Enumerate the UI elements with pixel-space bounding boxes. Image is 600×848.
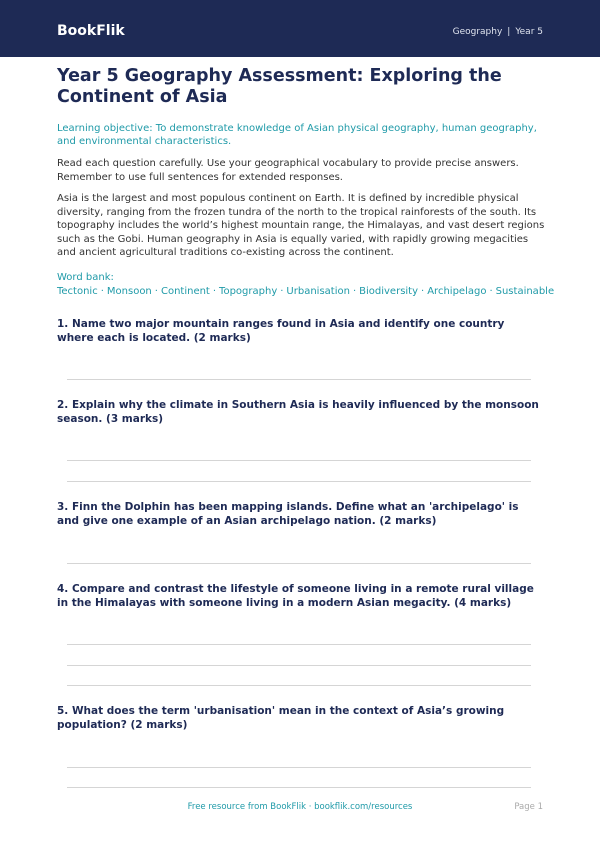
- word-bank-word: Monsoon: [106, 286, 152, 297]
- word-bank-word: Urbanisation: [286, 286, 350, 297]
- page-title: Year 5 Geography Assessment: Exploring the Continent of Asia: [57, 66, 502, 107]
- word-bank-word: Tectonic: [57, 286, 98, 297]
- intro-paragraph: Asia is the largest and most populous continent on Earth. It is defined by incredible physical diversity, ranging from the frozen tundra of the north to the tropical rainforests of the south. Its topography includes the world’s highest mountain range, the Himalayas, and vast desert regions such as the Gobi. Human geography in Asia is equally varied, with rapidly growing megacities and ancient agricultural traditions co-existing across the continent.: [57, 193, 545, 258]
- breadcrumb-subject: Geography: [452, 27, 503, 37]
- word-bank-word: Biodiversity: [359, 286, 419, 297]
- answer-line[interactable]: [67, 644, 531, 645]
- breadcrumb: [453, 27, 543, 37]
- question-5: 5. What does the term 'urbanisation' mean in the context of Asia’s growing population? (2 marks): [57, 705, 505, 731]
- answer-line[interactable]: [67, 460, 531, 461]
- question-2: 2. Explain why the climate in Southern Asia is heavily influenced by the monsoon season. (3 marks): [57, 399, 539, 425]
- brand-logo[interactable]: BookFlik: [57, 23, 125, 39]
- page-number: Page 1: [514, 802, 543, 812]
- answer-line[interactable]: [67, 665, 531, 666]
- answer-line[interactable]: [67, 481, 531, 482]
- answer-line[interactable]: [67, 767, 531, 768]
- answer-line[interactable]: [67, 379, 531, 380]
- question-4: 4. Compare and contrast the lifestyle of someone living in a remote rural village in the Himalayas with someone living in a modern Asian megacity. (4 marks): [57, 583, 534, 609]
- page-header: [0, 0, 600, 57]
- learning-objective: Learning objective: To demonstrate knowledge of Asian physical geography, human geography, and environmental characteristics.: [57, 123, 537, 147]
- question-1: 1. Name two major mountain ranges found in Asia and identify one country where each is located. (2 marks): [57, 318, 505, 344]
- question-3: 3. Finn the Dolphin has been mapping islands. Define what an 'archipelago' is and give one example of an Asian archipelago nation. (2 marks): [57, 501, 519, 527]
- word-bank-word: Continent: [160, 286, 210, 297]
- breadcrumb-separator: |: [507, 27, 511, 37]
- breadcrumb-year: Year 5: [515, 27, 543, 37]
- word-bank-label: Word bank:: [57, 272, 114, 283]
- answer-line[interactable]: [67, 787, 531, 788]
- answer-line[interactable]: [67, 563, 531, 564]
- word-bank: Word bank: Tectonic · Monsoon · Continent · Topography · Urbanisation · Biodiversity · Archipelago · Sustainable: [57, 272, 555, 297]
- word-bank-word: Topography: [219, 286, 278, 297]
- answer-line[interactable]: [67, 685, 531, 686]
- footer-link[interactable]: Free resource from BookFlik · bookflik.com/resources: [187, 802, 413, 812]
- word-bank-word: Sustainable: [495, 286, 555, 297]
- word-bank-word: Archipelago: [427, 286, 487, 297]
- instructions-paragraph: Read each question carefully. Use your geographical vocabulary to provide precise answers. Remember to use full sentences for extended responses.: [57, 158, 519, 183]
